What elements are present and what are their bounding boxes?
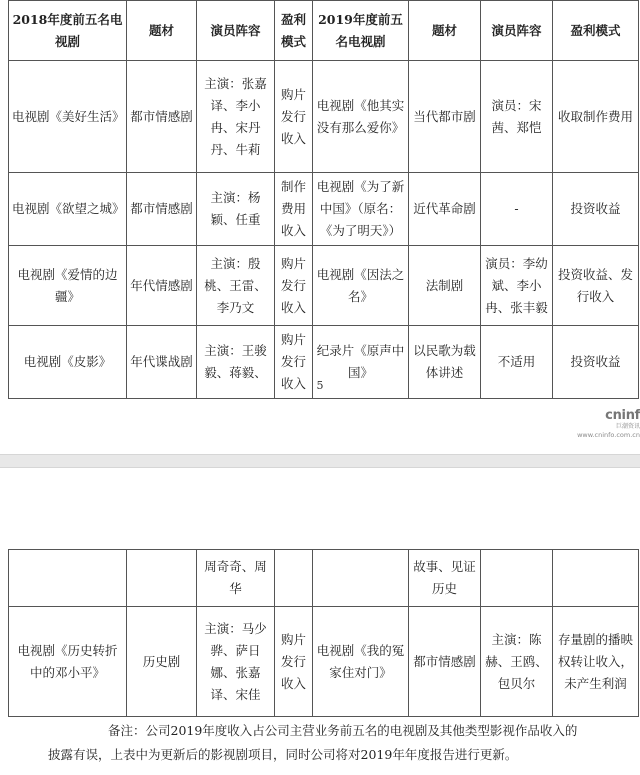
table-cell: 投资收益、发行收入 (553, 246, 639, 326)
table-cell: 电视剧《爱情的边疆》 (9, 246, 127, 326)
header-cell: 题材 (127, 1, 197, 61)
table-cell: 购片发行收入 (275, 61, 313, 173)
table-cell: 投资收益 (553, 173, 639, 246)
remark-note (48, 719, 608, 767)
table-cell (313, 550, 409, 607)
table-cell: 主演：殷桃、王雷、李乃文 (197, 246, 275, 326)
remark-line-1: 备注：公司2019年度收入占公司主营业务前五名的电视剧及其他类型影视作品收入的 (108, 723, 578, 738)
header-cell: 演员阵容 (481, 1, 553, 61)
watermark-url: www.cninfo.com.cn (577, 431, 640, 439)
table-row (9, 607, 639, 717)
table-cell (127, 550, 197, 607)
header-cell: 2018年度前五名电视剧 (9, 1, 127, 61)
table-cell: 周奇奇、周华 (197, 550, 275, 607)
table-cell: 电视剧《我的冤家住对门》 (313, 607, 409, 717)
table-cell (481, 550, 553, 607)
table-cell: 演员：宋茜、郑恺 (481, 61, 553, 173)
table-cell: 法制剧 (409, 246, 481, 326)
table-cell: 收取制作费用 (553, 61, 639, 173)
page-number: 5 (316, 379, 324, 392)
table-cell: 纪录片《原声中国》 (313, 326, 409, 399)
drama-revenue-table-bottom (8, 549, 639, 717)
watermark-logo: cninf (605, 408, 640, 423)
table-cell: 年代谍战剧 (127, 326, 197, 399)
table-row (9, 173, 639, 246)
header-cell: 演员阵容 (197, 1, 275, 61)
table-cell: 近代革命剧 (409, 173, 481, 246)
table-cell: 电视剧《因法之名》 (313, 246, 409, 326)
table-cell: 购片发行收入 (275, 607, 313, 717)
table-cell: 投资收益 (553, 326, 639, 399)
table-cell (553, 550, 639, 607)
table-cell: 购片发行收入 (275, 246, 313, 326)
table-cell: 当代都市剧 (409, 61, 481, 173)
drama-revenue-table-top (8, 0, 639, 399)
header-cell: 盈利模式 (275, 1, 313, 61)
table-cell: 电视剧《欲望之城》 (9, 173, 127, 246)
table-cell: 电视剧《为了新中国》（原名：《为了明天》） (313, 173, 409, 246)
table-cell: 制作费用收入 (275, 173, 313, 246)
table-cell: 都市情感剧 (127, 173, 197, 246)
table-cell: 故事、见证历史 (409, 550, 481, 607)
table-cell: 不适用 (481, 326, 553, 399)
table-cell: 主演：王骏毅、蒋毅、 (197, 326, 275, 399)
table-cell: 主演：张嘉译、李小冉、宋丹丹、牛莉 (197, 61, 275, 173)
table-cell: 都市情感剧 (409, 607, 481, 717)
table-cell: 购片发行收入 (275, 326, 313, 399)
header-cell: 题材 (409, 1, 481, 61)
table-cell: 年代情感剧 (127, 246, 197, 326)
table-cell: 电视剧《历史转折中的邓小平》 (9, 607, 127, 717)
table-cell: 电视剧《他其实没有那么爱你》 (313, 61, 409, 173)
table-cell: - (481, 173, 553, 246)
table-cell: 演员：李幼斌、李小冉、张丰毅 (481, 246, 553, 326)
header-cell: 2019年度前五名电视剧 (313, 1, 409, 61)
table-cell: 都市情感剧 (127, 61, 197, 173)
table-cell: 存量剧的播映权转让收入，未产生利润 (553, 607, 639, 717)
table-cell: 主演：陈赫、王鸥、包贝尔 (481, 607, 553, 717)
table-cell: 历史剧 (127, 607, 197, 717)
table-row (9, 246, 639, 326)
table-header-row (9, 1, 639, 61)
remark-line-2: 披露有误，上表中为更新后的影视剧项目，同时公司将对2019年年度报告进行更新。 (48, 747, 518, 762)
table-cell (9, 550, 127, 607)
table-row (9, 61, 639, 173)
table-cell: 主演：杨颖、任重 (197, 173, 275, 246)
cninfo-watermark (576, 408, 640, 439)
table-cell: 以民歌为载体讲述 (409, 326, 481, 399)
table-cell: 主演：马少骅、萨日娜、张嘉译、宋佳 (197, 607, 275, 717)
header-cell: 盈利模式 (553, 1, 639, 61)
table-row (9, 550, 639, 607)
page-break-gap (0, 454, 640, 468)
table-cell: 电视剧《皮影》 (9, 326, 127, 399)
table-cell: 电视剧《美好生活》 (9, 61, 127, 173)
table-cell (275, 550, 313, 607)
watermark-subtitle: 巨潮资讯 (615, 423, 640, 430)
